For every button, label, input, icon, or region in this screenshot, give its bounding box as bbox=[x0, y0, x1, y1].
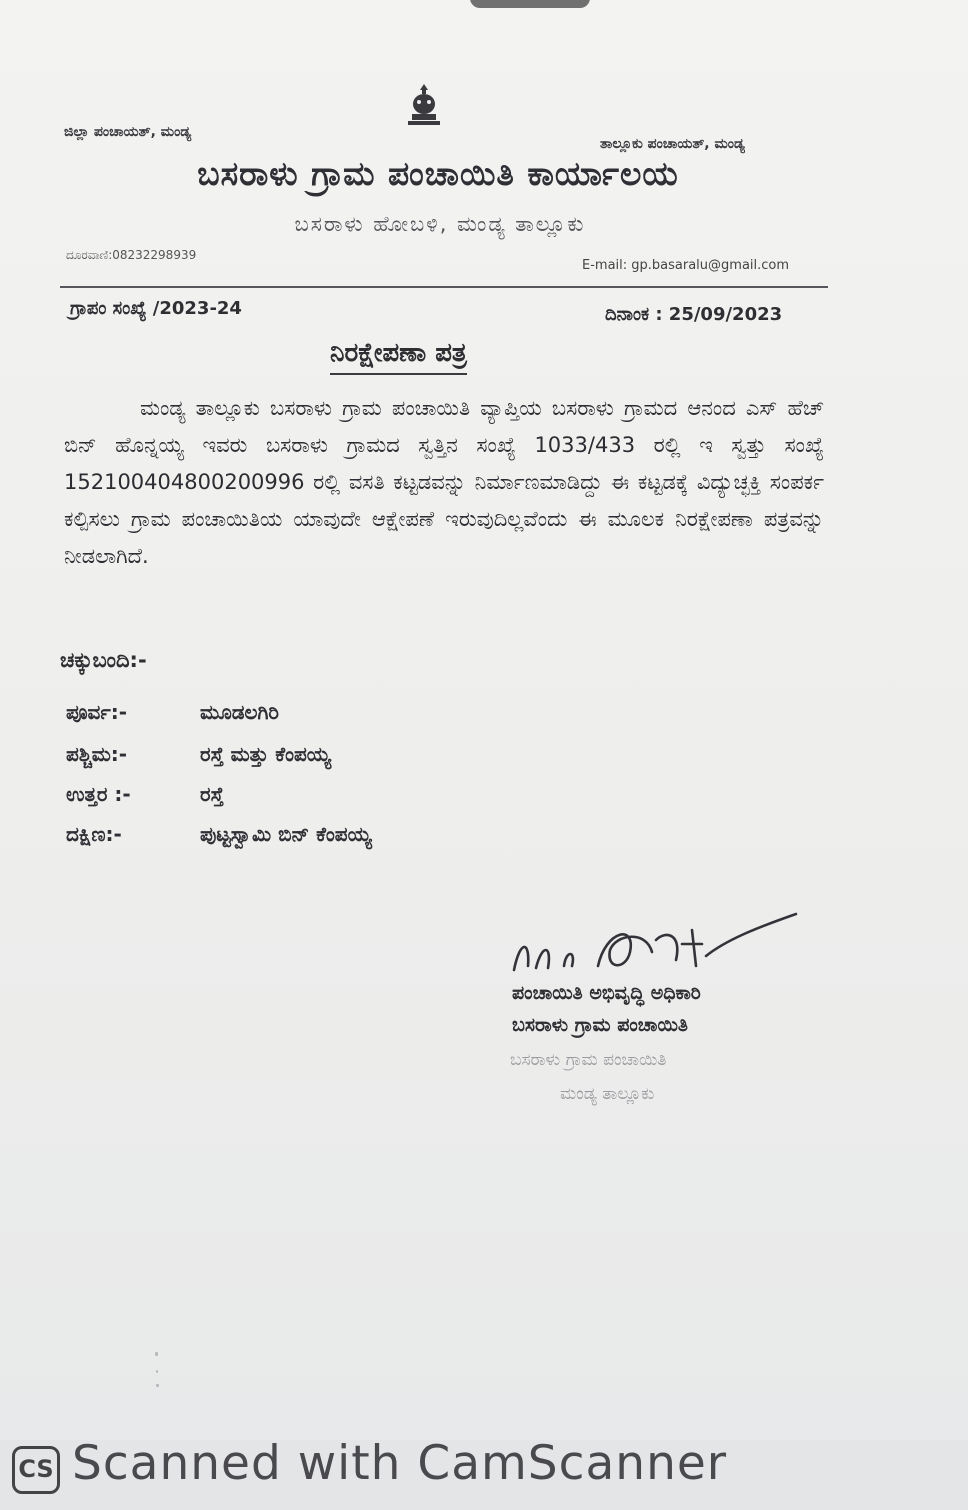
scan-speck bbox=[156, 1370, 158, 1373]
reference-number: ಗ್ರಾಪಂ ಸಂಖ್ಯೆ /2023-24 bbox=[70, 298, 242, 319]
header-divider bbox=[60, 286, 828, 288]
camscanner-watermark-text: Scanned with CamScanner bbox=[72, 1436, 728, 1491]
boundary-label: ಪೂರ್ವ:- bbox=[66, 700, 128, 724]
state-emblem-icon bbox=[404, 82, 444, 128]
boundary-row-north bbox=[66, 782, 224, 806]
document-body: ಮಂಡ್ಯ ತಾಲ್ಲೂಕು ಬಸರಾಳು ಗ್ರಾಮ ಪಂಚಾಯಿತಿ ವ್ಯಾಪ್ತಿಯ ಬಸರಾಳು ಗ್ರಾಮದ ಆನಂದ ಎಸ್ ಹೆಚ್ ಬಿನ್ ಹೊನ್ನಯ್ಯ ಇವರು ಬಸರಾಳು ಗ್ರಾಮದ ಸ್ವತ್ತಿನ ಸಂಖ್ಯೆ 1033/433 ರಲ್ಲಿ ಇ ಸ್ವತ್ತು ಸಂಖ್ಯೆ 152100404800200996 ರಲ್ಲಿ ವಸತಿ ಕಟ್ಟಡವನ್ನು ನಿರ್ಮಾಣಮಾಡಿದ್ದು ಈ ಕಟ್ಟಡಕ್ಕೆ ವಿದ್ಯುಚ್ಛಕ್ತಿ ಸಂಪರ್ಕ ಕಲ್ಪಿಸಲು ಗ್ರಾಮ ಪಂಚಾಯಿತಿಯ ಯಾವುದೇ ಆಕ್ಷೇಪಣೆ ಇರುವುದಿಲ್ಲವೆಂದು ಈ ಮೂಲಕ ನಿರಕ್ಷೇಪಣಾ ಪತ್ರವನ್ನು ನೀಡಲಾಗಿದೆ. bbox=[64, 396, 824, 568]
signatory-office: ಬಸರಾಳು ಗ್ರಾಮ ಪಂಚಾಯಿತಿ bbox=[512, 1014, 688, 1036]
boundary-row-south bbox=[66, 822, 372, 846]
document-title: ನಿರಕ್ಷೇಪಣಾ ಪತ್ರ bbox=[330, 338, 467, 375]
document-date: ದಿನಾಂಕ : 25/09/2023 bbox=[605, 304, 783, 325]
boundary-label: ಉತ್ತರ :- bbox=[66, 782, 131, 806]
seal-text-line1: ಬಸರಾಳು ಗ್ರಾಮ ಪಂಚಾಯಿತಿ bbox=[510, 1050, 667, 1070]
boundary-value: ರಸ್ತೆ bbox=[200, 782, 224, 806]
district-panchayat-label: ಜಿಲ್ಲಾ ಪಂಚಾಯತ್, ಮಂಡ್ಯ bbox=[64, 124, 192, 140]
seal-text-line2: ಮಂಡ್ಯ ತಾಲ್ಲೂಕು bbox=[560, 1084, 655, 1104]
boundaries-heading: ಚಕ್ಕುಬಂದಿ:- bbox=[60, 648, 147, 672]
phone-number: ದೂರವಾಣಿ:08232298939 bbox=[66, 248, 197, 262]
scan-speck bbox=[155, 1352, 158, 1356]
taluk-panchayat-label: ತಾಲ್ಲೂಕು ಪಂಚಾಯತ್, ಮಂಡ್ಯ bbox=[600, 136, 745, 152]
boundary-value: ರಸ್ತೆ ಮತ್ತು ಕೆಂಪಯ್ಯ bbox=[200, 742, 331, 766]
camscanner-logo-icon: CS bbox=[12, 1446, 60, 1494]
email-address: E-mail: gp.basaralu@gmail.com bbox=[582, 258, 790, 273]
boundary-row-east bbox=[66, 700, 279, 724]
signatory-designation: ಪಂಚಾಯಿತಿ ಅಭಿವೃದ್ಧಿ ಅಧಿಕಾರಿ bbox=[512, 982, 701, 1004]
scan-speck bbox=[156, 1384, 159, 1387]
boundary-label: ಪಶ್ಚಿಮ:- bbox=[66, 742, 128, 766]
top-ink-mark bbox=[470, 0, 590, 8]
boundary-row-west bbox=[66, 742, 331, 766]
office-title: ಬಸರಾಳು ಗ್ರಾಮ ಪಂಚಾಯಿತಿ ಕಾರ್ಯಾಲಯ bbox=[197, 154, 679, 193]
boundary-value: ಪುಟ್ಟಸ್ವಾಮಿ ಬಿನ್ ಕೆಂಪಯ್ಯ bbox=[200, 822, 372, 846]
boundary-value: ಮೂಡಲಗಿರಿ bbox=[200, 700, 279, 724]
boundary-label: ದಕ್ಷಿಣ:- bbox=[66, 822, 122, 846]
office-subtitle: ಬಸರಾಳು ಹೋಬಳಿ, ಮಂಡ್ಯ ತಾಲ್ಲೂಕು bbox=[294, 212, 586, 236]
handwritten-signature bbox=[506, 900, 806, 990]
